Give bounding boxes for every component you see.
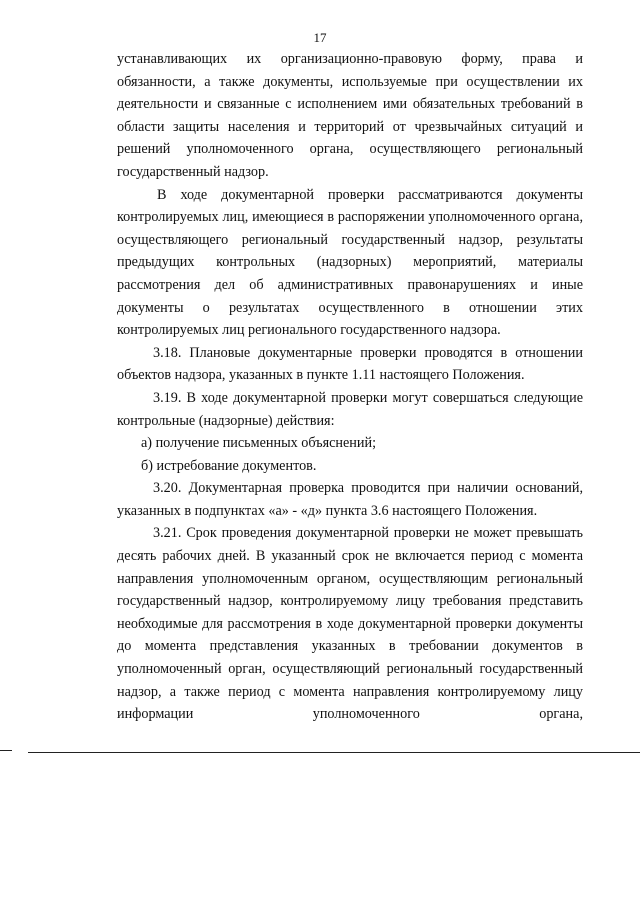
bottom-rule-divider [28,752,640,753]
paragraph-3-18: 3.18. Плановые документарные проверки проводятся в отношении объектов надзора, указанных в пункте 1.11 настоящего Положения. [117,344,583,384]
paragraph-continuation: устанавливающих их организационно-правовую форму, права и обязанности, а также документы, используемые при осуществлении их деятельности и связанные с исполнением ими обязательных требований в области защиты населения и территорий от чрезвычайных ситуаций и решений уполномоченного органа, осуществляющего региональный государственный надзор. [117,51,583,180]
scan-edge-mark [0,750,12,751]
document-body [117,48,583,726]
paragraph-3-19: 3.19. В ходе документарной проверки могут совершаться следующие контрольные (надзорные) действия: [117,389,583,429]
paragraph-3-21: 3.21. Срок проведения документарной проверки не может превышать десять рабочих дней. В указанный срок не включается период с момента направления уполномоченным органом, осуществляющим региональный государственный надзор, контролируемому лицу требования представить необходимые для рассмотрения в ходе документарной проверки документы до момента представления указанных в требовании документов в уполномоченный орган, осуществляющий региональный государственный надзор, а также период с момента направления контролируемому лицу информации уполномоченного органа, [117,525,583,723]
page-number: 17 [313,30,327,45]
paragraph-documentary-review: В ходе документарной проверки рассматриваются документы контролируемых лиц, имеющиеся в распоряжении уполномоченного органа, осуществляющего региональный государственный надзор, результаты предыдущих контрольных (надзорных) мероприятий, материалы рассмотрения дел об административных правонарушениях и иные документы о результатах осуществленного в отношении этих контролируемых лиц регионального государственного надзора. [117,186,583,339]
list-item-b: б) истребование документов. [141,457,317,474]
paragraph-3-20: 3.20. Документарная проверка проводится при наличии оснований, указанных в подпунктах «а» - «д» пункта 3.6 настоящего Положения. [117,480,583,519]
list-item-a: а) получение письменных объяснений; [141,435,377,452]
